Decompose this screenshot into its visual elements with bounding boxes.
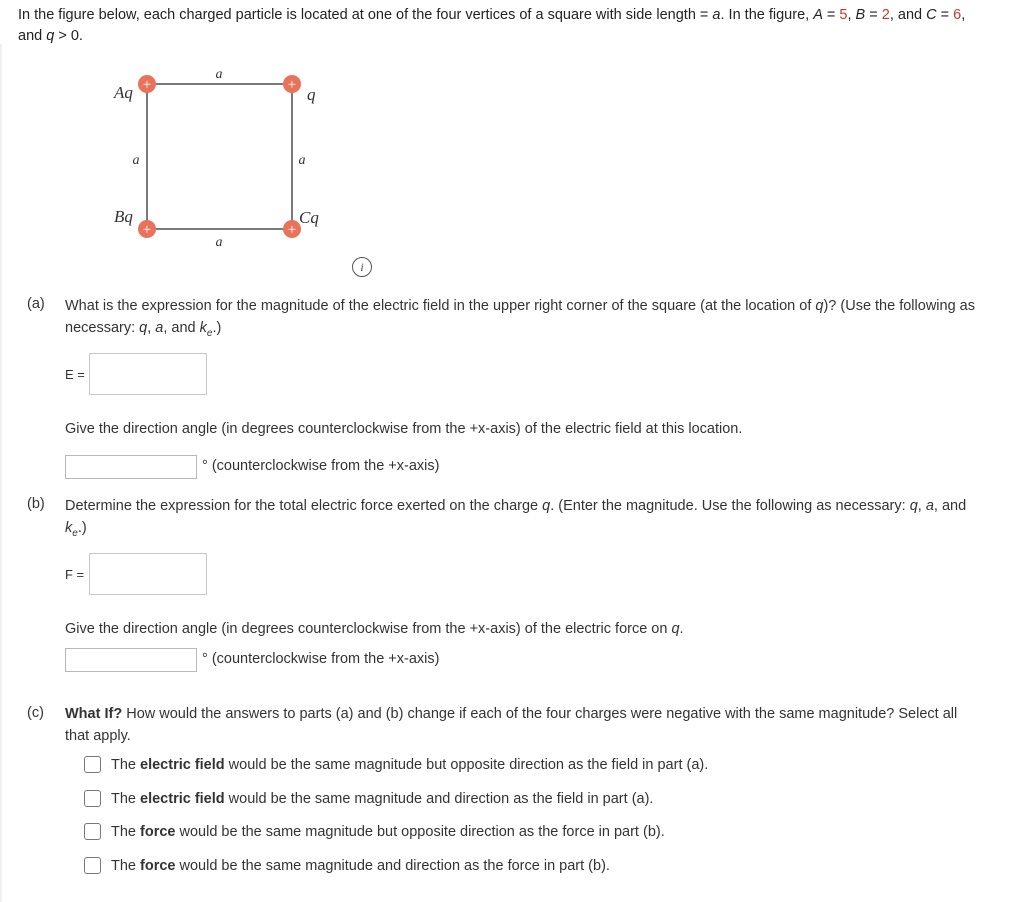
content-border: [0, 44, 2, 902]
info-icon[interactable]: i: [352, 257, 372, 277]
subscript-e: e: [72, 528, 78, 539]
equals: =: [822, 7, 840, 23]
part-a-question: [65, 295, 1024, 345]
option-bold: electric field: [140, 757, 225, 773]
var-q: q: [139, 320, 148, 336]
question-text: . (Enter the magnitude. Use the following as necessary:: [550, 498, 910, 514]
label-bottom-left: Bq: [114, 207, 133, 226]
intro-text: and: [18, 28, 47, 44]
option-checkbox[interactable]: [84, 823, 101, 840]
force-angle-input[interactable]: [66, 649, 196, 671]
part-a-direction-question: Give the direction angle (in degrees counterclockwise from the +x-axis) of the electric field at this location.: [65, 421, 743, 437]
var-a: a: [155, 320, 164, 336]
part-c-label: (c): [27, 705, 44, 721]
label-top-right: q: [307, 85, 316, 104]
var-q: q: [542, 498, 551, 514]
option-checkbox[interactable]: [84, 857, 101, 874]
option-text-part: would be the same magnitude but opposite direction as the field in part (a).: [224, 757, 709, 773]
question-text: necessary:: [65, 320, 140, 336]
separator: , and: [889, 7, 927, 23]
option-text-part: The: [111, 757, 141, 773]
separator: , and: [933, 498, 967, 514]
charge-bottom-left: [138, 220, 156, 238]
question-text: that apply.: [65, 728, 131, 744]
var-k: k: [65, 520, 73, 536]
force-angle-input-box[interactable]: [65, 648, 197, 672]
subscript-e: e: [206, 328, 213, 339]
option-checkbox[interactable]: [84, 790, 101, 807]
option-text-part: would be the same magnitude and direction as the force in part (b).: [175, 858, 610, 874]
e-angle-input-box[interactable]: [65, 455, 197, 479]
option-text: [111, 858, 610, 874]
separator: ,: [147, 320, 156, 336]
separator: ,: [847, 7, 856, 23]
var-a: a: [925, 498, 934, 514]
option-text-part: would be the same magnitude but opposite direction as the force in part (b).: [175, 824, 665, 840]
option-text: [111, 791, 653, 807]
intro-text: . In the figure,: [720, 7, 814, 23]
equals: =: [936, 7, 954, 23]
label-top-left: Aq: [114, 83, 133, 102]
var-a: a: [712, 7, 721, 23]
option-text-part: The: [111, 791, 141, 807]
e-field-input-box[interactable]: [89, 353, 207, 395]
e-field-label: E =: [65, 367, 85, 382]
question-text: )? (Use the following as: [823, 298, 975, 314]
e-angle-unit: ° (counterclockwise from the +x-axis): [202, 458, 440, 474]
figure-svg: [100, 60, 340, 250]
question-text: .: [679, 621, 684, 637]
var-q: q: [671, 621, 680, 637]
value-B: 2: [881, 7, 890, 23]
side-label-left: a: [132, 153, 140, 168]
intro-text: In the figure below, each charged particle is located at one of the four vertices of a square with side length =: [18, 7, 713, 23]
option-text: [111, 757, 708, 773]
question-text: .): [212, 320, 222, 336]
side-label-bottom: a: [215, 235, 223, 250]
var-C: C: [926, 7, 937, 23]
option-text-part: would be the same magnitude and direction as the field in part (a).: [224, 791, 654, 807]
question-text: Give the direction angle (in degrees counterclockwise from the +x-axis) of the electric force on: [65, 621, 672, 637]
separator: ,: [917, 498, 926, 514]
question-text: .): [77, 520, 87, 536]
equals: =: [865, 7, 882, 23]
charge-top-left: [138, 75, 156, 93]
intro-text: > 0.: [54, 28, 83, 44]
option-text-part: The: [111, 858, 141, 874]
option-bold: force: [140, 858, 176, 874]
part-b-direction-question: [65, 618, 684, 640]
var-q: q: [815, 298, 824, 314]
separator: ,: [961, 7, 966, 23]
square-charge-figure: [100, 60, 340, 250]
var-B: B: [855, 7, 866, 23]
option-text-part: The: [111, 824, 141, 840]
e-angle-input[interactable]: [66, 456, 196, 478]
question-text: What is the expression for the magnitude of the electric field in the upper right corner of the square (at the location of: [65, 298, 816, 314]
question-text: Determine the expression for the total electric force exerted on the charge: [65, 498, 543, 514]
label-bottom-right: Cq: [299, 208, 319, 227]
force-label: F =: [65, 567, 85, 582]
charge-top-right: [283, 75, 301, 93]
part-c-question: [65, 703, 1020, 747]
what-if-lead: What If?: [65, 706, 123, 722]
plus-sign: +: [287, 77, 297, 93]
option-bold: force: [140, 824, 176, 840]
part-b-label: (b): [27, 496, 45, 512]
plus-sign: +: [287, 222, 297, 238]
var-k: k: [199, 320, 207, 336]
var-q: q: [46, 28, 55, 44]
side-label-top: a: [215, 67, 223, 82]
value-A: 5: [839, 7, 848, 23]
plus-sign: +: [142, 222, 152, 238]
force-angle-unit: ° (counterclockwise from the +x-axis): [202, 651, 440, 667]
force-input[interactable]: [90, 554, 206, 594]
part-b-question: [65, 495, 1020, 545]
force-input-box[interactable]: [89, 553, 207, 595]
var-q: q: [909, 498, 918, 514]
value-C: 6: [953, 7, 962, 23]
intro-line-1: [18, 5, 1018, 26]
option-checkbox[interactable]: [84, 756, 101, 773]
intro-line-2: [18, 26, 1018, 47]
part-a-label: (a): [27, 296, 45, 312]
option-bold: electric field: [140, 791, 225, 807]
question-text: How would the answers to parts (a) and (b) change if each of the four charges were negative with the same magnitude? Select all: [122, 706, 958, 722]
var-A: A: [813, 7, 823, 23]
option-text: [111, 824, 665, 840]
side-label-right: a: [298, 153, 306, 168]
problem-intro: [18, 5, 1018, 47]
plus-sign: +: [142, 77, 152, 93]
e-field-input[interactable]: [90, 354, 206, 394]
separator: , and: [163, 320, 200, 336]
square-outline: [147, 84, 292, 229]
